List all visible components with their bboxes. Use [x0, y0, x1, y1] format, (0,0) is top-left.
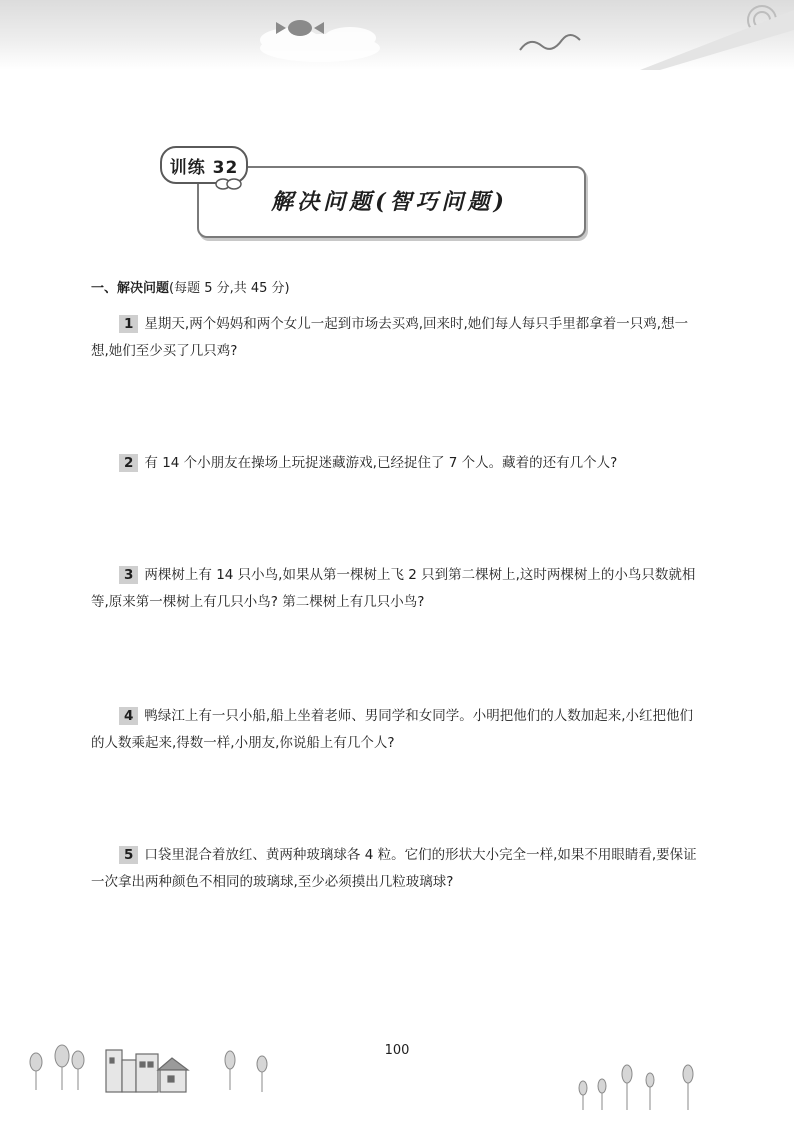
- problem-item: [91, 450, 703, 477]
- problem-number: 4: [119, 707, 138, 725]
- tree-icon: [55, 1045, 69, 1090]
- problem-item: [91, 703, 703, 757]
- section-heading: [91, 277, 290, 296]
- problem-item: [91, 562, 703, 616]
- page-title: 解决问题(智巧问题): [271, 188, 508, 215]
- problem-text: 有 14 个小朋友在操场上玩捉迷藏游戏,已经捉住了 7 个人。藏着的还有几个人?: [144, 455, 618, 471]
- tree-icon: [72, 1051, 84, 1090]
- problem-text: 两棵树上有 14 只小鸟,如果从第一棵树上飞 2 只到第二棵树上,这时两棵树上的小鸟只数就相等,原来第一棵树上有几只小鸟? 第二棵树上有几只小鸟?: [91, 567, 696, 610]
- problem-number: 3: [119, 566, 138, 584]
- problem-item: [91, 842, 703, 896]
- house-icon: [106, 1050, 188, 1092]
- tree-icon: [683, 1065, 693, 1110]
- lesson-tag: 训练 32: [160, 146, 248, 184]
- tree-icon: [598, 1079, 606, 1110]
- problem-number: 5: [119, 846, 138, 864]
- page-number: 100: [384, 1043, 410, 1058]
- section-label: 一、解决问题: [91, 281, 170, 296]
- problem-text: 鸭绿江上有一只小船,船上坐着老师、男同学和女同学。小明把他们的人数加起来,小红把他们的人数乘起来,得数一样,小朋友,你说船上有几个人?: [91, 708, 693, 751]
- problem-number: 2: [119, 454, 138, 472]
- tree-icon: [225, 1051, 235, 1090]
- tree-icon: [30, 1053, 42, 1090]
- problem-number: 1: [119, 315, 138, 333]
- section-score-note: (每题 5 分,共 45 分): [169, 281, 290, 296]
- problem-text: 星期天,两个妈妈和两个女儿一起到市场去买鸡,回来时,她们每人每只手里都拿着一只鸡,想一想,她们至少买了几只鸡?: [91, 316, 689, 359]
- footer-decoration: [0, 1030, 794, 1122]
- problem-text: 口袋里混合着放红、黄两种玻璃球各 4 粒。它们的形状大小完全一样,如果不用眼睛看,要保证一次拿出两种颜色不相同的玻璃球,至少必须摸出几粒玻璃球?: [91, 847, 697, 890]
- header-cloud-decoration: [0, 0, 794, 70]
- problem-item: [91, 311, 703, 365]
- tree-icon: [257, 1056, 267, 1092]
- cloud-icon: [214, 176, 244, 190]
- tree-icon: [622, 1065, 632, 1110]
- tree-icon: [646, 1073, 654, 1110]
- tree-icon: [579, 1081, 587, 1110]
